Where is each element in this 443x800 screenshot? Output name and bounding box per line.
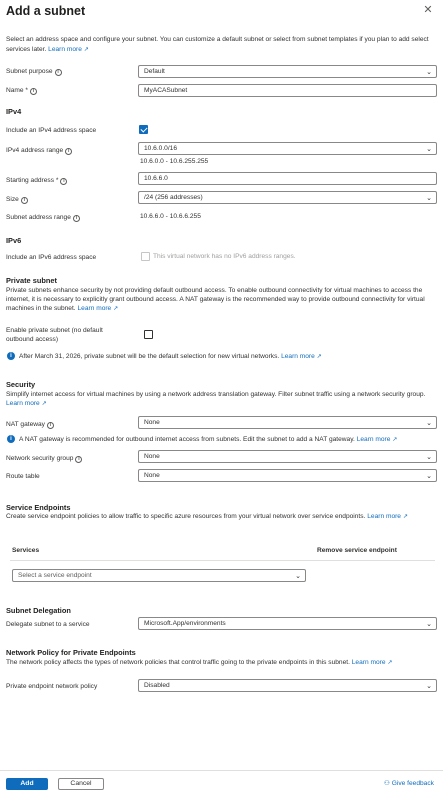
enable-private-subnet-label-line2: outbound access) — [6, 336, 59, 343]
name-label-text: Name * — [6, 87, 28, 94]
delegate-subnet-dropdown[interactable] — [138, 617, 437, 630]
give-feedback-label: Give feedback — [391, 780, 434, 787]
ipv4-range-hint: 10.6.0.0 - 10.6.255.255 — [140, 158, 209, 165]
nat-gateway-info-text: A NAT gateway is recommended for outbound internet access from subnets. Edit the subnet to add a NAT gateway. — [19, 436, 355, 443]
route-table-value: None — [144, 472, 160, 479]
chevron-down-icon: ⌄ — [426, 683, 432, 690]
name-value: MyACASubnet — [144, 87, 188, 94]
close-icon[interactable]: ✕ — [423, 4, 433, 16]
size-label — [6, 195, 28, 204]
private-subnet-text — [6, 286, 436, 315]
private-subnet-info — [19, 352, 322, 362]
nsg-label — [6, 454, 82, 463]
nsg-label-text: Network security group — [6, 455, 74, 462]
info-icon[interactable]: i — [30, 88, 37, 95]
starting-address-value: 10.6.6.0 — [144, 175, 168, 182]
external-link-icon: ↗ — [41, 401, 47, 408]
external-link-icon: ↗ — [316, 354, 322, 360]
private-endpoint-policy-label: Private endpoint network policy — [6, 683, 98, 690]
subnet-purpose-value: Default — [144, 68, 165, 75]
include-ipv4-checkbox[interactable] — [139, 125, 148, 134]
ipv4-range-dropdown[interactable] — [138, 142, 437, 155]
chevron-down-icon: ⌄ — [295, 573, 301, 580]
include-ipv6-label: Include an IPv6 address space — [6, 254, 97, 261]
enable-private-subnet-label — [6, 326, 103, 344]
enable-private-subnet-label-line1: Enable private subnet (no default — [6, 327, 103, 334]
nat-gateway-info-learn-more-link[interactable]: Learn more — [356, 436, 391, 443]
table-header-divider — [10, 560, 435, 561]
chevron-down-icon: ⌄ — [426, 454, 432, 461]
ipv4-heading: IPv4 — [6, 107, 22, 116]
panel-title: Add a subnet — [6, 4, 86, 18]
ipv4-range-value: 10.6.0.0/16 — [144, 145, 177, 152]
external-link-icon: ↗ — [83, 46, 89, 53]
ipv4-range-label — [6, 146, 72, 155]
private-subnet-heading: Private subnet — [6, 276, 57, 285]
service-endpoints-heading: Service Endpoints — [6, 503, 71, 512]
info-icon[interactable]: i — [47, 422, 54, 429]
chevron-down-icon: ⌄ — [426, 146, 432, 153]
service-endpoints-description: Create service endpoint policies to allow traffic to specific azure resources from your virtual network over service endpoints. — [6, 513, 366, 520]
service-endpoint-dropdown[interactable] — [12, 569, 306, 582]
external-link-icon: ↗ — [392, 437, 398, 443]
info-icon[interactable]: i — [75, 456, 82, 463]
nsg-dropdown[interactable] — [138, 450, 437, 463]
feedback-icon: ⚇ — [384, 780, 390, 787]
private-subnet-description: Private subnets enhance security by not providing default outbound access. To enable outbound connectivity for virtual machines to access the internet, it is necessary to explicitly grant outbound access. A NAT gateway is the recommended way to provide outbound connectivity for virtual machines in the subnet. — [6, 287, 425, 313]
intro-learn-more-link[interactable]: Learn more — [48, 45, 82, 53]
external-link-icon: ↗ — [387, 660, 393, 666]
subnet-address-range-label — [6, 213, 80, 222]
network-policy-learn-more-link[interactable]: Learn more — [351, 659, 386, 666]
network-policy-text — [6, 658, 436, 669]
external-link-icon: ↗ — [113, 306, 119, 313]
intro-text — [6, 35, 436, 55]
ipv6-disabled-text: This virtual network has no IPv6 address ranges. — [153, 253, 296, 260]
security-text — [6, 390, 436, 409]
chevron-down-icon: ⌄ — [426, 473, 432, 480]
chevron-down-icon: ⌄ — [426, 195, 432, 202]
info-icon[interactable]: i — [73, 215, 80, 222]
ipv6-heading: IPv6 — [6, 236, 22, 245]
service-endpoints-learn-more-link[interactable]: Learn more — [367, 513, 401, 520]
info-icon: i — [7, 435, 15, 443]
subnet-purpose-dropdown[interactable] — [138, 65, 437, 78]
name-label — [6, 86, 37, 95]
starting-address-input[interactable] — [138, 172, 437, 185]
nat-gateway-label — [6, 420, 54, 429]
private-endpoint-policy-dropdown[interactable] — [138, 679, 437, 692]
remove-service-endpoint-column-header: Remove service endpoint — [317, 547, 397, 554]
intro-description: Select an address space and configure your subnet. You can customize a default subnet or select from subnet templates if you plan to add select services later. — [6, 36, 429, 53]
enable-private-subnet-checkbox[interactable] — [144, 330, 153, 339]
starting-address-label — [6, 176, 67, 185]
route-table-dropdown[interactable] — [138, 469, 437, 482]
footer-divider — [0, 770, 443, 771]
chevron-down-icon: ⌄ — [426, 69, 432, 76]
chevron-down-icon: ⌄ — [426, 621, 432, 628]
cancel-button[interactable]: Cancel — [58, 778, 104, 790]
external-link-icon: ↗ — [402, 514, 408, 520]
service-endpoint-placeholder: Select a service endpoint — [18, 572, 92, 579]
subnet-address-range-label-text: Subnet address range — [6, 214, 71, 221]
include-ipv6-checkbox — [141, 252, 150, 261]
nat-gateway-value: None — [144, 419, 160, 426]
chevron-down-icon: ⌄ — [426, 420, 432, 427]
services-column-header: Services — [12, 547, 40, 554]
add-button[interactable]: Add — [6, 778, 48, 790]
delegate-subnet-label: Delegate subnet to a service — [6, 621, 90, 628]
service-endpoints-text — [6, 512, 436, 523]
size-label-text: Size — [6, 196, 19, 203]
info-icon: i — [7, 352, 15, 360]
network-policy-description: The network policy affects the types of network policies that control traffic going to the private endpoints in this subnet. — [6, 659, 350, 666]
size-value: /24 (256 addresses) — [144, 194, 203, 201]
subnet-address-range-value: 10.6.6.0 - 10.6.6.255 — [140, 213, 201, 220]
info-icon[interactable]: i — [60, 178, 67, 185]
size-dropdown[interactable] — [138, 191, 437, 204]
info-icon[interactable]: i — [65, 148, 72, 155]
network-policy-heading: Network Policy for Private Endpoints — [6, 648, 136, 657]
nat-gateway-info — [19, 435, 397, 445]
info-icon[interactable]: i — [21, 197, 28, 204]
starting-address-label-text: Starting address * — [6, 177, 59, 184]
give-feedback-link[interactable] — [384, 779, 434, 787]
subnet-delegation-heading: Subnet Delegation — [6, 606, 71, 615]
private-endpoint-policy-value: Disabled — [144, 682, 170, 689]
info-icon[interactable]: i — [55, 69, 62, 76]
nsg-value: None — [144, 453, 160, 460]
subnet-purpose-label-text: Subnet purpose — [6, 68, 53, 75]
nat-gateway-dropdown[interactable] — [138, 416, 437, 429]
security-description: Simplify internet access for virtual machines by using a network address translation gateway. Filter subnet traffic using a network security group. — [6, 391, 426, 398]
subnet-purpose-label — [6, 67, 62, 76]
include-ipv4-label: Include an IPv4 address space — [6, 127, 97, 134]
route-table-label: Route table — [6, 473, 40, 480]
nat-gateway-label-text: NAT gateway — [6, 421, 45, 428]
private-subnet-info-learn-more-link[interactable]: Learn more — [281, 353, 315, 360]
name-input[interactable] — [138, 84, 437, 97]
private-subnet-learn-more-link[interactable]: Learn more — [77, 305, 112, 313]
security-heading: Security — [6, 380, 36, 389]
ipv4-range-label-text: IPv4 address range — [6, 147, 64, 154]
security-learn-more-link[interactable]: Learn more — [6, 400, 40, 408]
private-subnet-info-text: After March 31, 2026, private subnet will be the default selection for new virtual networks. — [19, 353, 280, 360]
delegate-subnet-value: Microsoft.App/environments — [144, 620, 226, 627]
